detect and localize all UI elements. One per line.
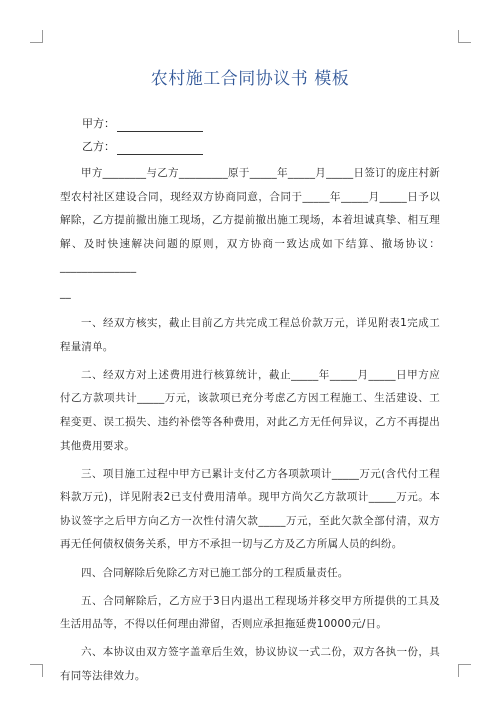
page-corner-mark	[30, 30, 43, 43]
party-a-label: 甲方：	[82, 117, 115, 130]
page-corner-mark	[458, 30, 471, 43]
party-b-line	[82, 139, 203, 155]
clause-4: 四、合同解除后免除乙方对已施工部分的工程质量责任。	[81, 566, 349, 579]
page-corner-mark	[30, 664, 43, 677]
document-title: 农村施工合同协议书 模板	[150, 69, 350, 89]
clause-5: 五、合同解除后，乙方应于3日内退出工程现场并移交甲方所提供的工具及生活用品等，不得以任何理由滞留，否则应承担拖延费10000元/日。	[60, 594, 440, 631]
clause-2: 二、经双方对上述费用进行核算统计，截止_____年_____月_____日甲方应付乙方款项共计_____万元，该款项已充分考虑乙方因工程施工、生活建设、工程变更、误工损失、违约补偿等各种费用，对此乙方无任何异议，乙方不再提出其他费用要求。	[60, 368, 440, 452]
clause-6: 六、本协议由双方签字盖章后生效，协议协议一式二份，双方各执一份，具有同等法律效力。	[60, 646, 440, 682]
party-b-blank	[117, 142, 203, 155]
party-b-label: 乙方：	[82, 140, 115, 153]
preamble-continuation: __	[60, 287, 71, 300]
party-a-blank	[117, 119, 203, 132]
preamble-paragraph: 甲方________与乙方_________原于_____年_____月_____日签订的庞庄村新型农村社区建设合同，现经双方协商同意，合同于_____年_____月_____日予以解除，乙方提前撤出施工现场，乙方提前撤出施工现场，本着坦诚真挚、相互理解、及时快速解决问题的原则，双方协商一致达成如下结算、撤场协议：______________	[60, 167, 440, 274]
document-body	[60, 162, 440, 693]
clause-1: 一、经双方核实，截止目前乙方共完成工程总价款万元，详见附表1完成工程量清单。	[60, 317, 440, 353]
clause-3: 三、项目施工过程中甲方已累计支付乙方各项款项计_____万元(含代付工程料款万元)，详见附表2已支付费用清单。现甲方尚欠乙方款项计_____万元。本协议签字之后甲方向乙方一次性付清欠款_____万元，至此欠款全部付清，双方再无任何债权债务关系，甲方不承担一切与乙方及乙方所属人员的纠纷。	[60, 467, 440, 551]
party-a-line	[82, 116, 203, 132]
page-corner-mark	[458, 664, 471, 677]
